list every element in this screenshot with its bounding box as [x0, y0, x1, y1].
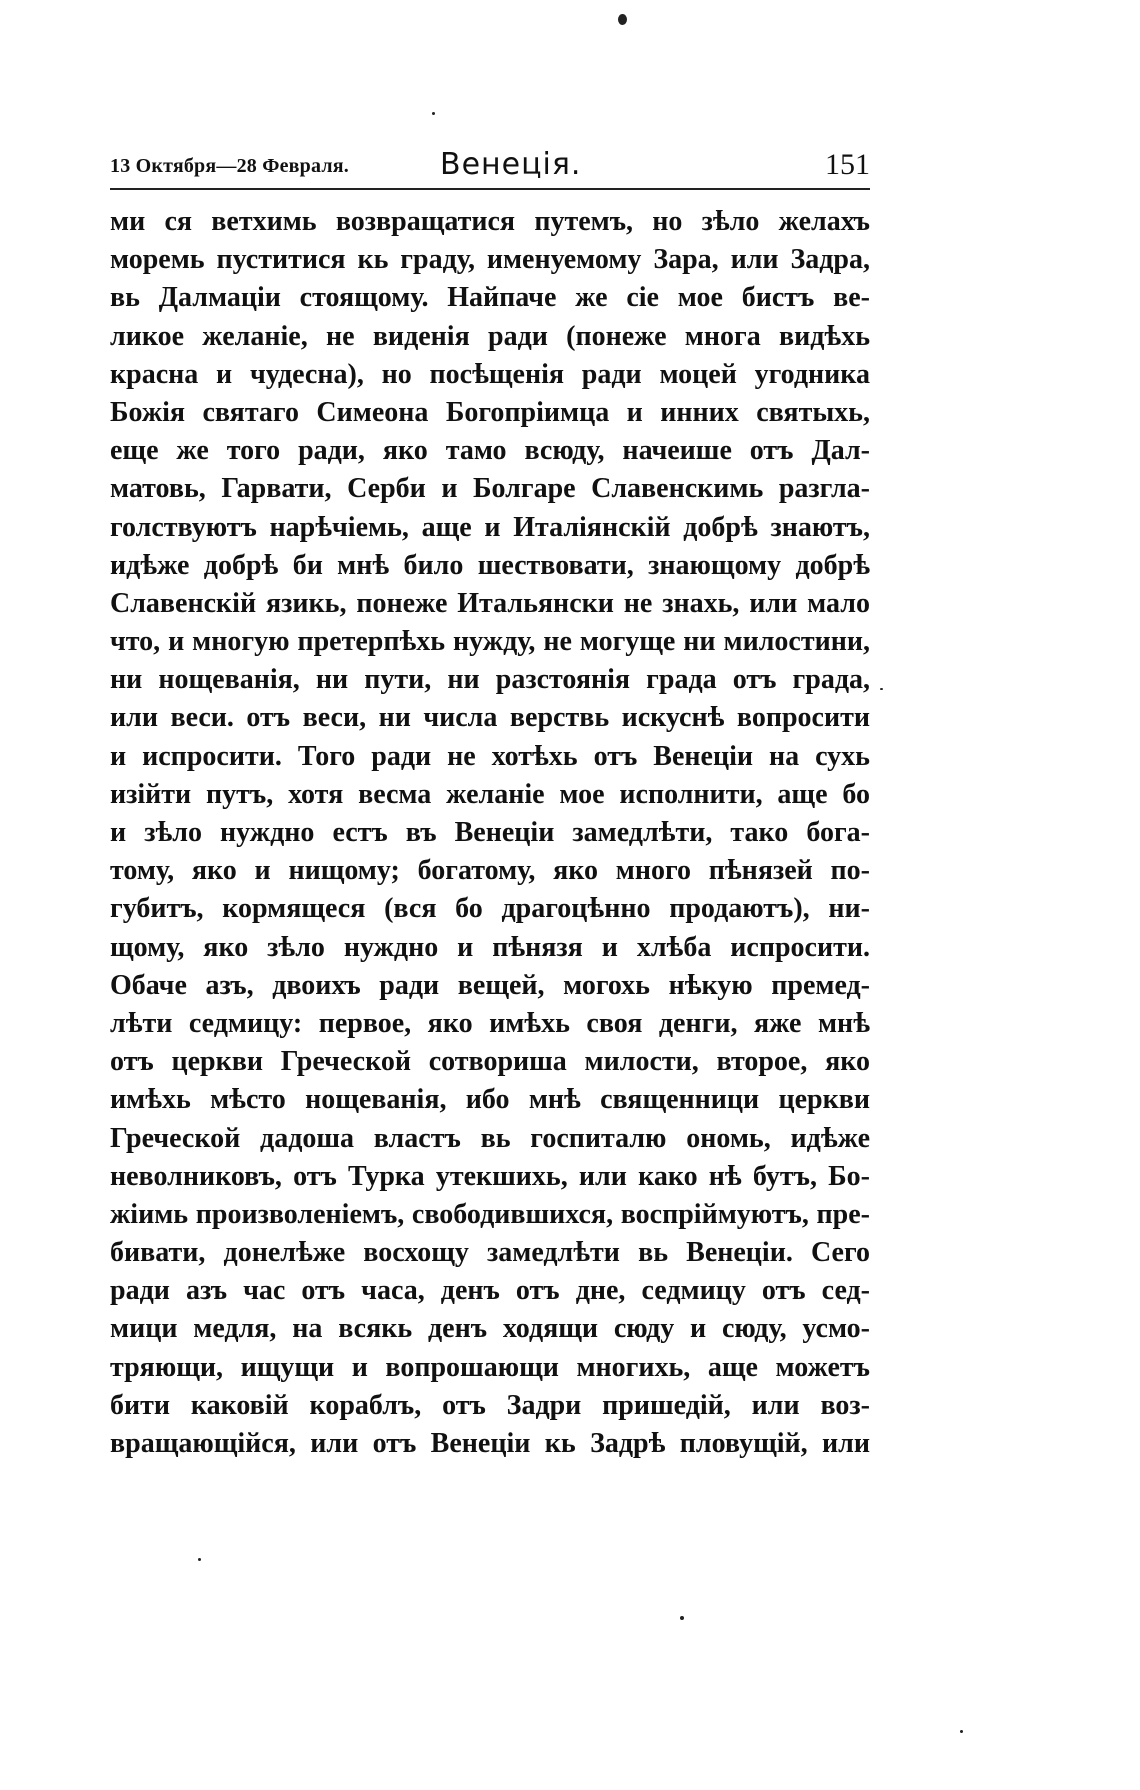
text-line: идѣже добрѣ би мнѣ било шествовати, знающому добрѣ: [110, 549, 870, 581]
text-line: еще же того ради, яко тамо всюду, начеише отъ Дал-: [110, 435, 870, 467]
text-line: жіимь произволеніемъ, свободившихся, воспріймуютъ, пре-: [110, 1198, 870, 1230]
header-date-range: 13 Октября—28 Февраля.: [110, 155, 349, 177]
page-number: 151: [825, 148, 870, 181]
text-line: Греческой дадоша властъ вь госпиталю ономь, идѣже: [110, 1122, 870, 1154]
text-line: имѣхь мѣсто нощеванія, ибо мнѣ священници церкви: [110, 1084, 870, 1116]
text-line: вь Далмаціи стоящому. Найпаче же сіе мое бистъ ве-: [110, 282, 870, 314]
text-line: Славенскій язикь, понеже Итальянски не знахь, или мало: [110, 587, 870, 619]
ink-speck-bottom-right: [960, 1730, 963, 1733]
text-line: моремь пуститися кь граду, именуемому Зара, или Задра,: [110, 244, 870, 276]
text-line: ради азъ час отъ часа, денъ отъ дне, седмицу отъ сед-: [110, 1275, 870, 1307]
text-line: бивати, донелѣже восхощу замедлѣти вь Венеціи. Сего: [110, 1237, 870, 1269]
ink-speck-small: [432, 112, 435, 115]
text-line: что, и многую претерпѣхь нужду, не могуще ни милостини,: [110, 626, 870, 658]
text-line: ми ся ветхимь возвращатися путемъ, но зѣло желахъ: [110, 206, 870, 237]
header-title: Венеція.: [440, 147, 582, 182]
text-line: бити каковій кораблъ, отъ Задри пришедій, или воз-: [110, 1389, 870, 1421]
text-line: Божія святаго Симеона Богопріимца и инних святыхь,: [110, 396, 870, 428]
text-line: матовь, Гарвати, Серби и Болгаре Славенскимь разгла-: [110, 473, 870, 505]
text-line: красна и чудесна), но посѣщенія ради моцей угодника: [110, 358, 870, 390]
ink-speck-top: [618, 14, 627, 25]
text-line: Обаче азъ, двоихъ ради вещей, могохь нѣкую премед-: [110, 969, 870, 1001]
text-line: лѣти седмицу: первое, яко имѣхь своя денги, яже мнѣ: [110, 1007, 870, 1039]
text-line: и испросити. Того ради не хотѣхь отъ Венеціи на сухь: [110, 740, 870, 772]
running-header: [110, 140, 870, 184]
text-line: или веси. отъ веси, ни числа верствь искуснѣ вопросити: [110, 702, 870, 734]
text-line: вращающійся, или отъ Венеціи кь Задрѣ пловущій, или: [110, 1428, 870, 1459]
ink-speck-bottom-left: [198, 1558, 201, 1561]
text-line: неволниковъ, отъ Турка утекшихь, или како нѣ бутъ, Бо-: [110, 1160, 870, 1192]
text-line: щому, яко зѣло нуждно и пѣнязя и хлѣба испросити.: [110, 931, 870, 963]
text-line: ликое желаніе, не виденія ради (понеже многа видѣхь: [110, 320, 870, 352]
text-line: отъ церкви Греческой сотвориша милости, второе, яко: [110, 1046, 870, 1078]
text-line: губитъ, кормящеся (вся бо драгоцѣнно продаютъ), ни-: [110, 893, 870, 925]
text-line: тряющи, ищущи и вопрошающи многихь, аще можетъ: [110, 1351, 870, 1383]
ink-speck-bottom-center: [680, 1616, 684, 1620]
header-rule: [110, 188, 870, 190]
body-text: [110, 203, 870, 1463]
text-line: и зѣло нуждно естъ въ Венеціи замедлѣти, тако бога-: [110, 817, 870, 848]
text-line: ни нощеванія, ни пути, ни разстоянія града отъ града,: [110, 664, 870, 696]
ink-speck-margin-right: [880, 688, 883, 690]
text-line: тому, яко и нищому; богатому, яко много пѣнязей по-: [110, 855, 870, 887]
text-line: мици медля, на всякь денъ ходящи сюду и сюду, усмо-: [110, 1313, 870, 1345]
text-line: голствуютъ нарѣчіемь, аще и Италіянскій добрѣ знаютъ,: [110, 511, 870, 543]
text-line: изійти путъ, хотя весма желаніе мое исполнити, аще бо: [110, 778, 870, 810]
